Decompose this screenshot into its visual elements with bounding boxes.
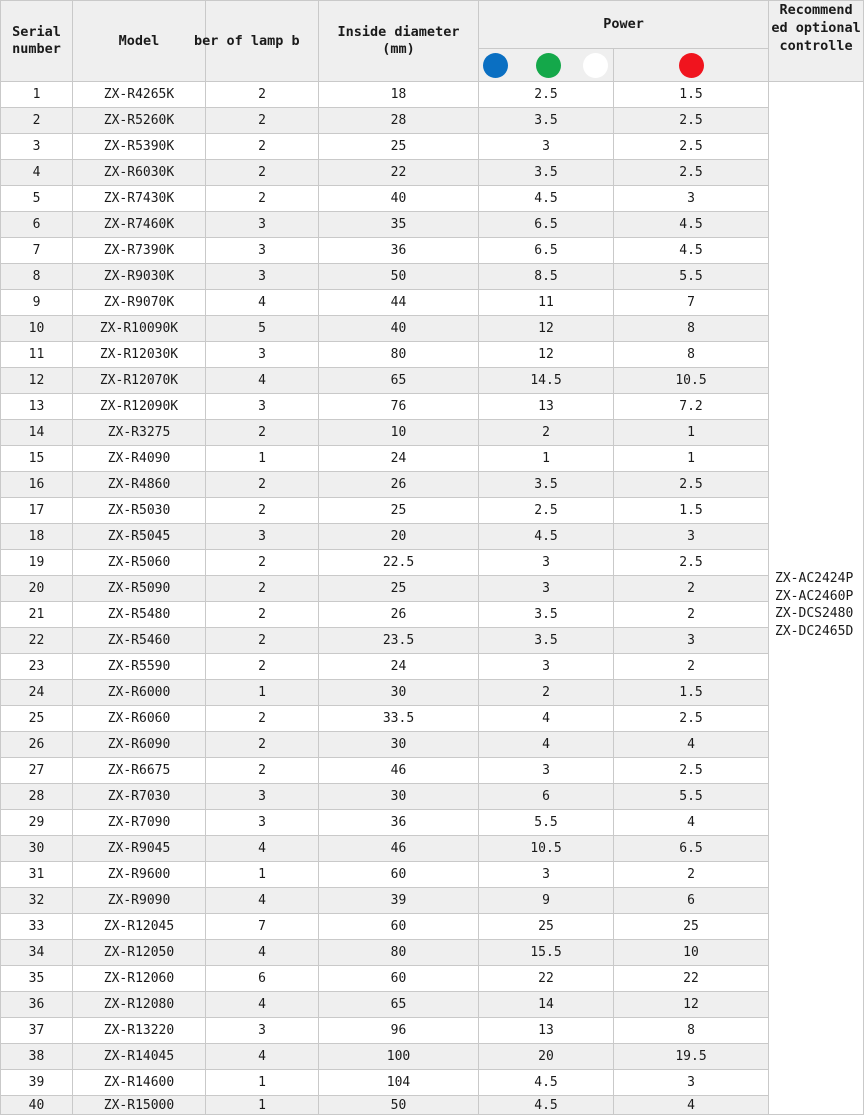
serial-number-cell: 31 bbox=[1, 862, 73, 888]
model-cell: ZX-R5460 bbox=[73, 628, 206, 654]
inside-diameter-cell: 36 bbox=[319, 810, 479, 836]
table-row bbox=[1, 394, 864, 420]
power-blue-green-white-cell: 4.5 bbox=[479, 186, 614, 212]
serial-number-cell: 7 bbox=[1, 238, 73, 264]
table-row bbox=[1, 914, 864, 940]
power-red-cell: 22 bbox=[614, 966, 769, 992]
power-blue-green-white-cell: 2.5 bbox=[479, 498, 614, 524]
table-row bbox=[1, 862, 864, 888]
table-row bbox=[1, 238, 864, 264]
inside-diameter-cell: 30 bbox=[319, 784, 479, 810]
inside-diameter-cell: 40 bbox=[319, 186, 479, 212]
power-red-cell: 3 bbox=[614, 186, 769, 212]
serial-number-cell: 37 bbox=[1, 1018, 73, 1044]
serial-number-cell: 34 bbox=[1, 940, 73, 966]
model-cell: ZX-R12070K bbox=[73, 368, 206, 394]
model-cell: ZX-R5260K bbox=[73, 108, 206, 134]
lamp-beads-cell: 3 bbox=[206, 264, 319, 290]
power-red-cell: 3 bbox=[614, 1070, 769, 1096]
serial-number-cell: 32 bbox=[1, 888, 73, 914]
table-row bbox=[1, 342, 864, 368]
lamp-beads-cell: 2 bbox=[206, 420, 319, 446]
power-red-cell: 4 bbox=[614, 810, 769, 836]
power-red-cell: 1 bbox=[614, 446, 769, 472]
inside-diameter-cell: 30 bbox=[319, 732, 479, 758]
power-blue-green-white-cell: 20 bbox=[479, 1044, 614, 1070]
lamp-beads-cell: 2 bbox=[206, 602, 319, 628]
power-blue-green-white-cell: 2 bbox=[479, 420, 614, 446]
lamp-beads-cell: 4 bbox=[206, 368, 319, 394]
serial-number-cell: 33 bbox=[1, 914, 73, 940]
inside-diameter-cell: 40 bbox=[319, 316, 479, 342]
power-blue-green-white-cell: 6 bbox=[479, 784, 614, 810]
power-red-cell: 2 bbox=[614, 654, 769, 680]
model-cell: ZX-R3275 bbox=[73, 420, 206, 446]
table-row bbox=[1, 1070, 864, 1096]
lamp-beads-cell: 1 bbox=[206, 446, 319, 472]
inside-diameter-cell: 100 bbox=[319, 1044, 479, 1070]
table-row bbox=[1, 576, 864, 602]
model-cell: ZX-R5590 bbox=[73, 654, 206, 680]
power-red-cell: 2 bbox=[614, 576, 769, 602]
model-cell: ZX-R7430K bbox=[73, 186, 206, 212]
serial-number-cell: 24 bbox=[1, 680, 73, 706]
serial-number-cell: 29 bbox=[1, 810, 73, 836]
lamp-beads-cell: 1 bbox=[206, 862, 319, 888]
power-red-cell: 8 bbox=[614, 316, 769, 342]
power-blue-green-white-cell: 3 bbox=[479, 576, 614, 602]
lamp-beads-cell: 2 bbox=[206, 186, 319, 212]
power-red-cell: 2 bbox=[614, 862, 769, 888]
blue-color-icon bbox=[483, 53, 508, 78]
lamp-beads-cell: 3 bbox=[206, 238, 319, 264]
power-red-cell: 4.5 bbox=[614, 238, 769, 264]
power-blue-green-white-cell: 3.5 bbox=[479, 472, 614, 498]
lamp-beads-cell: 2 bbox=[206, 654, 319, 680]
inside-diameter-cell: 60 bbox=[319, 862, 479, 888]
lamp-beads-cell: 1 bbox=[206, 680, 319, 706]
lamp-beads-cell: 2 bbox=[206, 576, 319, 602]
model-cell: ZX-R6060 bbox=[73, 706, 206, 732]
power-red-cell: 3 bbox=[614, 524, 769, 550]
power-red-cell: 2.5 bbox=[614, 472, 769, 498]
lamp-beads-cell: 3 bbox=[206, 1018, 319, 1044]
serial-number-cell: 10 bbox=[1, 316, 73, 342]
lamp-beads-cell: 2 bbox=[206, 472, 319, 498]
serial-number-cell: 38 bbox=[1, 1044, 73, 1070]
table-row bbox=[1, 810, 864, 836]
inside-diameter-cell: 28 bbox=[319, 108, 479, 134]
lamp-beads-cell: 2 bbox=[206, 134, 319, 160]
header-inside-diameter: Inside diameter (mm) bbox=[319, 1, 479, 82]
model-cell: ZX-R4265K bbox=[73, 82, 206, 108]
model-cell: ZX-R12060 bbox=[73, 966, 206, 992]
inside-diameter-cell: 50 bbox=[319, 264, 479, 290]
table-row bbox=[1, 368, 864, 394]
inside-diameter-cell: 10 bbox=[319, 420, 479, 446]
power-red-cell: 8 bbox=[614, 342, 769, 368]
white-color-icon bbox=[583, 53, 608, 78]
serial-number-cell: 18 bbox=[1, 524, 73, 550]
lamp-beads-cell: 4 bbox=[206, 1044, 319, 1070]
model-cell: ZX-R12030K bbox=[73, 342, 206, 368]
table-row bbox=[1, 602, 864, 628]
serial-number-cell: 8 bbox=[1, 264, 73, 290]
inside-diameter-cell: 26 bbox=[319, 602, 479, 628]
lamp-beads-cell: 2 bbox=[206, 732, 319, 758]
model-cell: ZX-R7090 bbox=[73, 810, 206, 836]
inside-diameter-cell: 24 bbox=[319, 446, 479, 472]
inside-diameter-cell: 80 bbox=[319, 940, 479, 966]
table-row bbox=[1, 472, 864, 498]
table-row bbox=[1, 966, 864, 992]
inside-diameter-cell: 25 bbox=[319, 134, 479, 160]
power-red-cell: 2.5 bbox=[614, 706, 769, 732]
power-red-cell: 1.5 bbox=[614, 82, 769, 108]
inside-diameter-cell: 60 bbox=[319, 914, 479, 940]
power-red-cell: 2.5 bbox=[614, 758, 769, 784]
power-blue-green-white-cell: 2 bbox=[479, 680, 614, 706]
inside-diameter-cell: 44 bbox=[319, 290, 479, 316]
power-red-cell: 1 bbox=[614, 420, 769, 446]
table-row bbox=[1, 784, 864, 810]
controller-item: ZX-DCS2480 bbox=[775, 606, 854, 621]
power-blue-green-white-cell: 3 bbox=[479, 654, 614, 680]
table-row bbox=[1, 1018, 864, 1044]
serial-number-cell: 35 bbox=[1, 966, 73, 992]
model-cell: ZX-R9045 bbox=[73, 836, 206, 862]
model-cell: ZX-R9600 bbox=[73, 862, 206, 888]
inside-diameter-cell: 24 bbox=[319, 654, 479, 680]
inside-diameter-cell: 25 bbox=[319, 576, 479, 602]
table-row bbox=[1, 654, 864, 680]
serial-number-cell: 40 bbox=[1, 1096, 73, 1115]
model-cell: ZX-R10090K bbox=[73, 316, 206, 342]
model-cell: ZX-R5480 bbox=[73, 602, 206, 628]
power-blue-green-white-cell: 13 bbox=[479, 394, 614, 420]
power-blue-green-white-cell: 8.5 bbox=[479, 264, 614, 290]
table-row bbox=[1, 524, 864, 550]
inside-diameter-cell: 46 bbox=[319, 758, 479, 784]
power-blue-green-white-cell: 4.5 bbox=[479, 1070, 614, 1096]
serial-number-cell: 6 bbox=[1, 212, 73, 238]
inside-diameter-cell: 25 bbox=[319, 498, 479, 524]
power-red-cell: 10 bbox=[614, 940, 769, 966]
table-row bbox=[1, 186, 864, 212]
power-color-icons-blue-green-white bbox=[479, 49, 614, 82]
lamp-beads-cell: 3 bbox=[206, 784, 319, 810]
power-red-cell: 2 bbox=[614, 602, 769, 628]
model-cell: ZX-R5030 bbox=[73, 498, 206, 524]
power-red-cell: 7.2 bbox=[614, 394, 769, 420]
power-red-cell: 1.5 bbox=[614, 498, 769, 524]
power-red-cell: 10.5 bbox=[614, 368, 769, 394]
serial-number-cell: 13 bbox=[1, 394, 73, 420]
inside-diameter-cell: 96 bbox=[319, 1018, 479, 1044]
header-serial-number: Serial number bbox=[1, 1, 73, 82]
controller-item: ZX-AC2460P bbox=[775, 588, 854, 604]
table-row bbox=[1, 420, 864, 446]
table-row bbox=[1, 940, 864, 966]
table-row bbox=[1, 446, 864, 472]
table-row bbox=[1, 212, 864, 238]
inside-diameter-cell: 104 bbox=[319, 1070, 479, 1096]
power-blue-green-white-cell: 3.5 bbox=[479, 628, 614, 654]
serial-number-cell: 12 bbox=[1, 368, 73, 394]
power-red-cell: 2.5 bbox=[614, 108, 769, 134]
header-recommended-controller: Recommend ed optional controlle bbox=[769, 1, 864, 82]
power-blue-green-white-cell: 13 bbox=[479, 1018, 614, 1044]
model-cell: ZX-R12080 bbox=[73, 992, 206, 1018]
power-red-cell: 2.5 bbox=[614, 134, 769, 160]
lamp-beads-cell: 6 bbox=[206, 966, 319, 992]
lamp-beads-cell: 2 bbox=[206, 550, 319, 576]
lamp-beads-cell: 2 bbox=[206, 108, 319, 134]
serial-number-cell: 4 bbox=[1, 160, 73, 186]
model-cell: ZX-R6000 bbox=[73, 680, 206, 706]
power-red-cell: 4.5 bbox=[614, 212, 769, 238]
model-cell: ZX-R12050 bbox=[73, 940, 206, 966]
power-red-cell: 25 bbox=[614, 914, 769, 940]
power-blue-green-white-cell: 2.5 bbox=[479, 82, 614, 108]
controller-item: ZX-DC2465D bbox=[775, 623, 854, 639]
power-blue-green-white-cell: 9 bbox=[479, 888, 614, 914]
table-row bbox=[1, 290, 864, 316]
table-row bbox=[1, 498, 864, 524]
power-blue-green-white-cell: 4 bbox=[479, 732, 614, 758]
serial-number-cell: 20 bbox=[1, 576, 73, 602]
power-blue-green-white-cell: 25 bbox=[479, 914, 614, 940]
model-cell: ZX-R5060 bbox=[73, 550, 206, 576]
table-row bbox=[1, 134, 864, 160]
lamp-beads-cell: 3 bbox=[206, 342, 319, 368]
table-row bbox=[1, 680, 864, 706]
power-blue-green-white-cell: 5.5 bbox=[479, 810, 614, 836]
lamp-beads-cell: 7 bbox=[206, 914, 319, 940]
inside-diameter-cell: 60 bbox=[319, 966, 479, 992]
table-row bbox=[1, 628, 864, 654]
header-model: Model bbox=[73, 1, 206, 82]
table-row bbox=[1, 550, 864, 576]
lamp-beads-cell: 2 bbox=[206, 82, 319, 108]
inside-diameter-cell: 50 bbox=[319, 1096, 479, 1115]
lamp-beads-cell: 2 bbox=[206, 160, 319, 186]
model-cell: ZX-R6675 bbox=[73, 758, 206, 784]
table-row bbox=[1, 160, 864, 186]
recommended-controllers-cell bbox=[769, 82, 864, 1115]
inside-diameter-cell: 35 bbox=[319, 212, 479, 238]
lamp-beads-cell: 4 bbox=[206, 992, 319, 1018]
lamp-beads-cell: 3 bbox=[206, 810, 319, 836]
power-red-cell: 4 bbox=[614, 732, 769, 758]
power-blue-green-white-cell: 1 bbox=[479, 446, 614, 472]
power-blue-green-white-cell: 3 bbox=[479, 862, 614, 888]
model-cell: ZX-R14600 bbox=[73, 1070, 206, 1096]
table-row bbox=[1, 992, 864, 1018]
lamp-beads-cell: 4 bbox=[206, 836, 319, 862]
lamp-beads-cell: 4 bbox=[206, 940, 319, 966]
lamp-beads-cell: 3 bbox=[206, 394, 319, 420]
power-blue-green-white-cell: 3.5 bbox=[479, 108, 614, 134]
table-row bbox=[1, 888, 864, 914]
lamp-beads-cell: 3 bbox=[206, 212, 319, 238]
power-red-cell: 6.5 bbox=[614, 836, 769, 862]
table-row bbox=[1, 264, 864, 290]
inside-diameter-cell: 65 bbox=[319, 992, 479, 1018]
inside-diameter-cell: 65 bbox=[319, 368, 479, 394]
power-blue-green-white-cell: 22 bbox=[479, 966, 614, 992]
power-red-cell: 1.5 bbox=[614, 680, 769, 706]
serial-number-cell: 17 bbox=[1, 498, 73, 524]
model-cell: ZX-R4090 bbox=[73, 446, 206, 472]
power-red-cell: 12 bbox=[614, 992, 769, 1018]
serial-number-cell: 22 bbox=[1, 628, 73, 654]
inside-diameter-cell: 36 bbox=[319, 238, 479, 264]
serial-number-cell: 39 bbox=[1, 1070, 73, 1096]
serial-number-cell: 27 bbox=[1, 758, 73, 784]
model-cell: ZX-R7460K bbox=[73, 212, 206, 238]
lamp-beads-cell: 4 bbox=[206, 888, 319, 914]
inside-diameter-cell: 22 bbox=[319, 160, 479, 186]
power-blue-green-white-cell: 3 bbox=[479, 758, 614, 784]
model-cell: ZX-R6090 bbox=[73, 732, 206, 758]
table-row bbox=[1, 758, 864, 784]
inside-diameter-cell: 22.5 bbox=[319, 550, 479, 576]
power-blue-green-white-cell: 3 bbox=[479, 134, 614, 160]
power-red-cell: 7 bbox=[614, 290, 769, 316]
serial-number-cell: 19 bbox=[1, 550, 73, 576]
serial-number-cell: 36 bbox=[1, 992, 73, 1018]
model-cell: ZX-R7030 bbox=[73, 784, 206, 810]
inside-diameter-cell: 30 bbox=[319, 680, 479, 706]
serial-number-cell: 28 bbox=[1, 784, 73, 810]
serial-number-cell: 2 bbox=[1, 108, 73, 134]
inside-diameter-cell: 39 bbox=[319, 888, 479, 914]
inside-diameter-cell: 80 bbox=[319, 342, 479, 368]
serial-number-cell: 11 bbox=[1, 342, 73, 368]
power-red-cell: 2.5 bbox=[614, 550, 769, 576]
power-red-cell: 4 bbox=[614, 1096, 769, 1115]
header-lamp-beads-label: ber of lamp b bbox=[194, 32, 300, 49]
model-cell: ZX-R9070K bbox=[73, 290, 206, 316]
serial-number-cell: 5 bbox=[1, 186, 73, 212]
power-blue-green-white-cell: 12 bbox=[479, 342, 614, 368]
power-blue-green-white-cell: 3 bbox=[479, 550, 614, 576]
power-blue-green-white-cell: 6.5 bbox=[479, 238, 614, 264]
power-blue-green-white-cell: 14.5 bbox=[479, 368, 614, 394]
serial-number-cell: 9 bbox=[1, 290, 73, 316]
power-color-icon-red bbox=[614, 49, 769, 82]
power-red-cell: 2.5 bbox=[614, 160, 769, 186]
power-blue-green-white-cell: 3.5 bbox=[479, 160, 614, 186]
serial-number-cell: 21 bbox=[1, 602, 73, 628]
serial-number-cell: 16 bbox=[1, 472, 73, 498]
power-red-cell: 6 bbox=[614, 888, 769, 914]
table-row bbox=[1, 836, 864, 862]
serial-number-cell: 1 bbox=[1, 82, 73, 108]
lamp-beads-cell: 2 bbox=[206, 758, 319, 784]
model-cell: ZX-R7390K bbox=[73, 238, 206, 264]
power-blue-green-white-cell: 15.5 bbox=[479, 940, 614, 966]
model-cell: ZX-R12045 bbox=[73, 914, 206, 940]
lamp-beads-cell: 1 bbox=[206, 1096, 319, 1115]
table-row bbox=[1, 1096, 864, 1115]
inside-diameter-cell: 23.5 bbox=[319, 628, 479, 654]
lamp-beads-cell: 5 bbox=[206, 316, 319, 342]
lamp-beads-cell: 2 bbox=[206, 498, 319, 524]
serial-number-cell: 3 bbox=[1, 134, 73, 160]
table-row bbox=[1, 82, 864, 108]
serial-number-cell: 14 bbox=[1, 420, 73, 446]
table-row bbox=[1, 1044, 864, 1070]
power-red-cell: 19.5 bbox=[614, 1044, 769, 1070]
serial-number-cell: 30 bbox=[1, 836, 73, 862]
green-color-icon bbox=[536, 53, 561, 78]
header-lamp-beads bbox=[194, 1, 319, 82]
power-red-cell: 3 bbox=[614, 628, 769, 654]
power-blue-green-white-cell: 4 bbox=[479, 706, 614, 732]
inside-diameter-cell: 18 bbox=[319, 82, 479, 108]
table-row bbox=[1, 316, 864, 342]
model-cell: ZX-R15000 bbox=[73, 1096, 206, 1115]
header-power: Power bbox=[479, 1, 769, 49]
model-cell: ZX-R5090 bbox=[73, 576, 206, 602]
red-color-icon bbox=[679, 53, 704, 78]
power-red-cell: 8 bbox=[614, 1018, 769, 1044]
inside-diameter-cell: 26 bbox=[319, 472, 479, 498]
model-cell: ZX-R9030K bbox=[73, 264, 206, 290]
table-row bbox=[1, 706, 864, 732]
model-cell: ZX-R5045 bbox=[73, 524, 206, 550]
power-blue-green-white-cell: 10.5 bbox=[479, 836, 614, 862]
model-cell: ZX-R6030K bbox=[73, 160, 206, 186]
lamp-beads-cell: 4 bbox=[206, 290, 319, 316]
power-red-cell: 5.5 bbox=[614, 784, 769, 810]
inside-diameter-cell: 20 bbox=[319, 524, 479, 550]
power-blue-green-white-cell: 14 bbox=[479, 992, 614, 1018]
model-cell: ZX-R5390K bbox=[73, 134, 206, 160]
model-cell: ZX-R13220 bbox=[73, 1018, 206, 1044]
table-body bbox=[1, 82, 864, 1115]
power-blue-green-white-cell: 11 bbox=[479, 290, 614, 316]
inside-diameter-cell: 33.5 bbox=[319, 706, 479, 732]
model-cell: ZX-R14045 bbox=[73, 1044, 206, 1070]
serial-number-cell: 25 bbox=[1, 706, 73, 732]
model-cell: ZX-R4860 bbox=[73, 472, 206, 498]
power-blue-green-white-cell: 6.5 bbox=[479, 212, 614, 238]
inside-diameter-cell: 46 bbox=[319, 836, 479, 862]
power-blue-green-white-cell: 12 bbox=[479, 316, 614, 342]
table-row bbox=[1, 732, 864, 758]
power-blue-green-white-cell: 4.5 bbox=[479, 524, 614, 550]
model-cell: ZX-R12090K bbox=[73, 394, 206, 420]
power-red-cell: 5.5 bbox=[614, 264, 769, 290]
controller-item: ZX-AC2424P bbox=[775, 571, 854, 586]
serial-number-cell: 15 bbox=[1, 446, 73, 472]
lamp-beads-cell: 1 bbox=[206, 1070, 319, 1096]
power-blue-green-white-cell: 3.5 bbox=[479, 602, 614, 628]
model-cell: ZX-R9090 bbox=[73, 888, 206, 914]
lamp-beads-cell: 2 bbox=[206, 706, 319, 732]
lamp-beads-cell: 2 bbox=[206, 628, 319, 654]
serial-number-cell: 26 bbox=[1, 732, 73, 758]
power-blue-green-white-cell: 4.5 bbox=[479, 1096, 614, 1115]
table-row bbox=[1, 108, 864, 134]
inside-diameter-cell: 76 bbox=[319, 394, 479, 420]
serial-number-cell: 23 bbox=[1, 654, 73, 680]
lamp-beads-cell: 3 bbox=[206, 524, 319, 550]
